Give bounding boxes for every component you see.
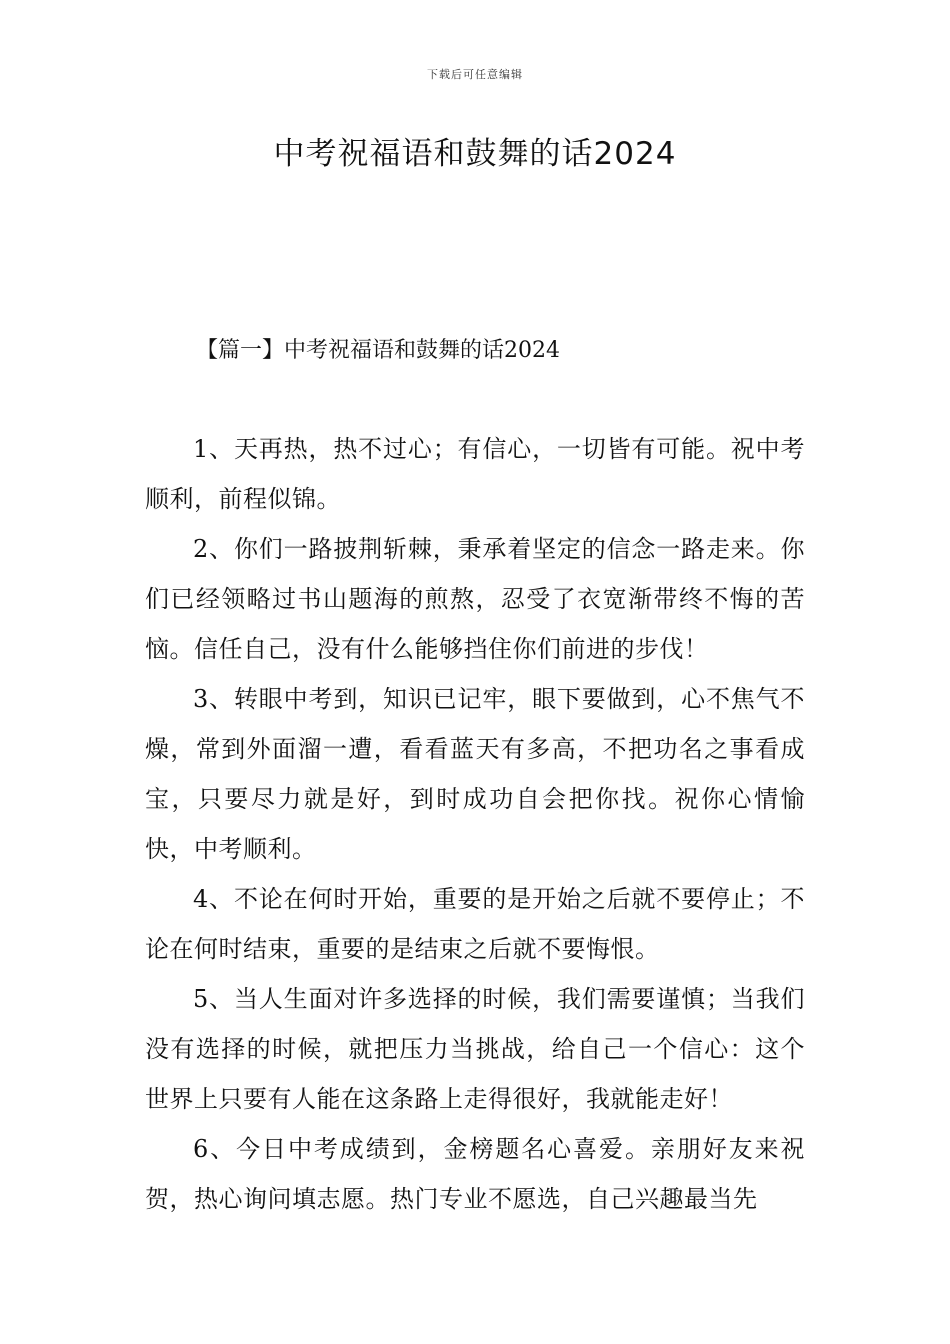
body-text — [145, 424, 805, 1224]
paragraph-2: 2、你们一路披荆斩棘，秉承着坚定的信念一路走来。你们已经领略过书山题海的煎熬，忍受了衣宽渐带终不悔的苦恼。信任自己，没有什么能够挡住你们前进的步伐！ — [145, 535, 805, 663]
section-heading: 【篇一】中考祝福语和鼓舞的话2024 — [196, 338, 560, 363]
header-note: 下载后可任意编辑 — [427, 68, 523, 81]
paragraph-5: 5、当人生面对许多选择的时候，我们需要谨慎；当我们没有选择的时候，就把压力当挑战，给自己一个信心：这个世界上只要有人能在这条路上走得很好，我就能走好！ — [145, 985, 805, 1113]
paragraph-6: 6、今日中考成绩到，金榜题名心喜爱。亲朋好友来祝贺，热心询问填志愿。热门专业不愿选，自己兴趣最当先 — [145, 1135, 805, 1213]
paragraph-1: 1、天再热，热不过心；有信心，一切皆有可能。祝中考顺利，前程似锦。 — [145, 435, 805, 513]
paragraph-4: 4、不论在何时开始，重要的是开始之后就不要停止；不论在何时结束，重要的是结束之后就不要悔恨。 — [145, 885, 805, 963]
document-title: 中考祝福语和鼓舞的话2024 — [273, 136, 677, 172]
paragraph-3: 3、转眼中考到，知识已记牢，眼下要做到，心不焦气不燥，常到外面溜一遭，看看蓝天有多高，不把功名之事看成宝，只要尽力就是好，到时成功自会把你找。祝你心情愉快，中考顺利。 — [145, 685, 805, 863]
